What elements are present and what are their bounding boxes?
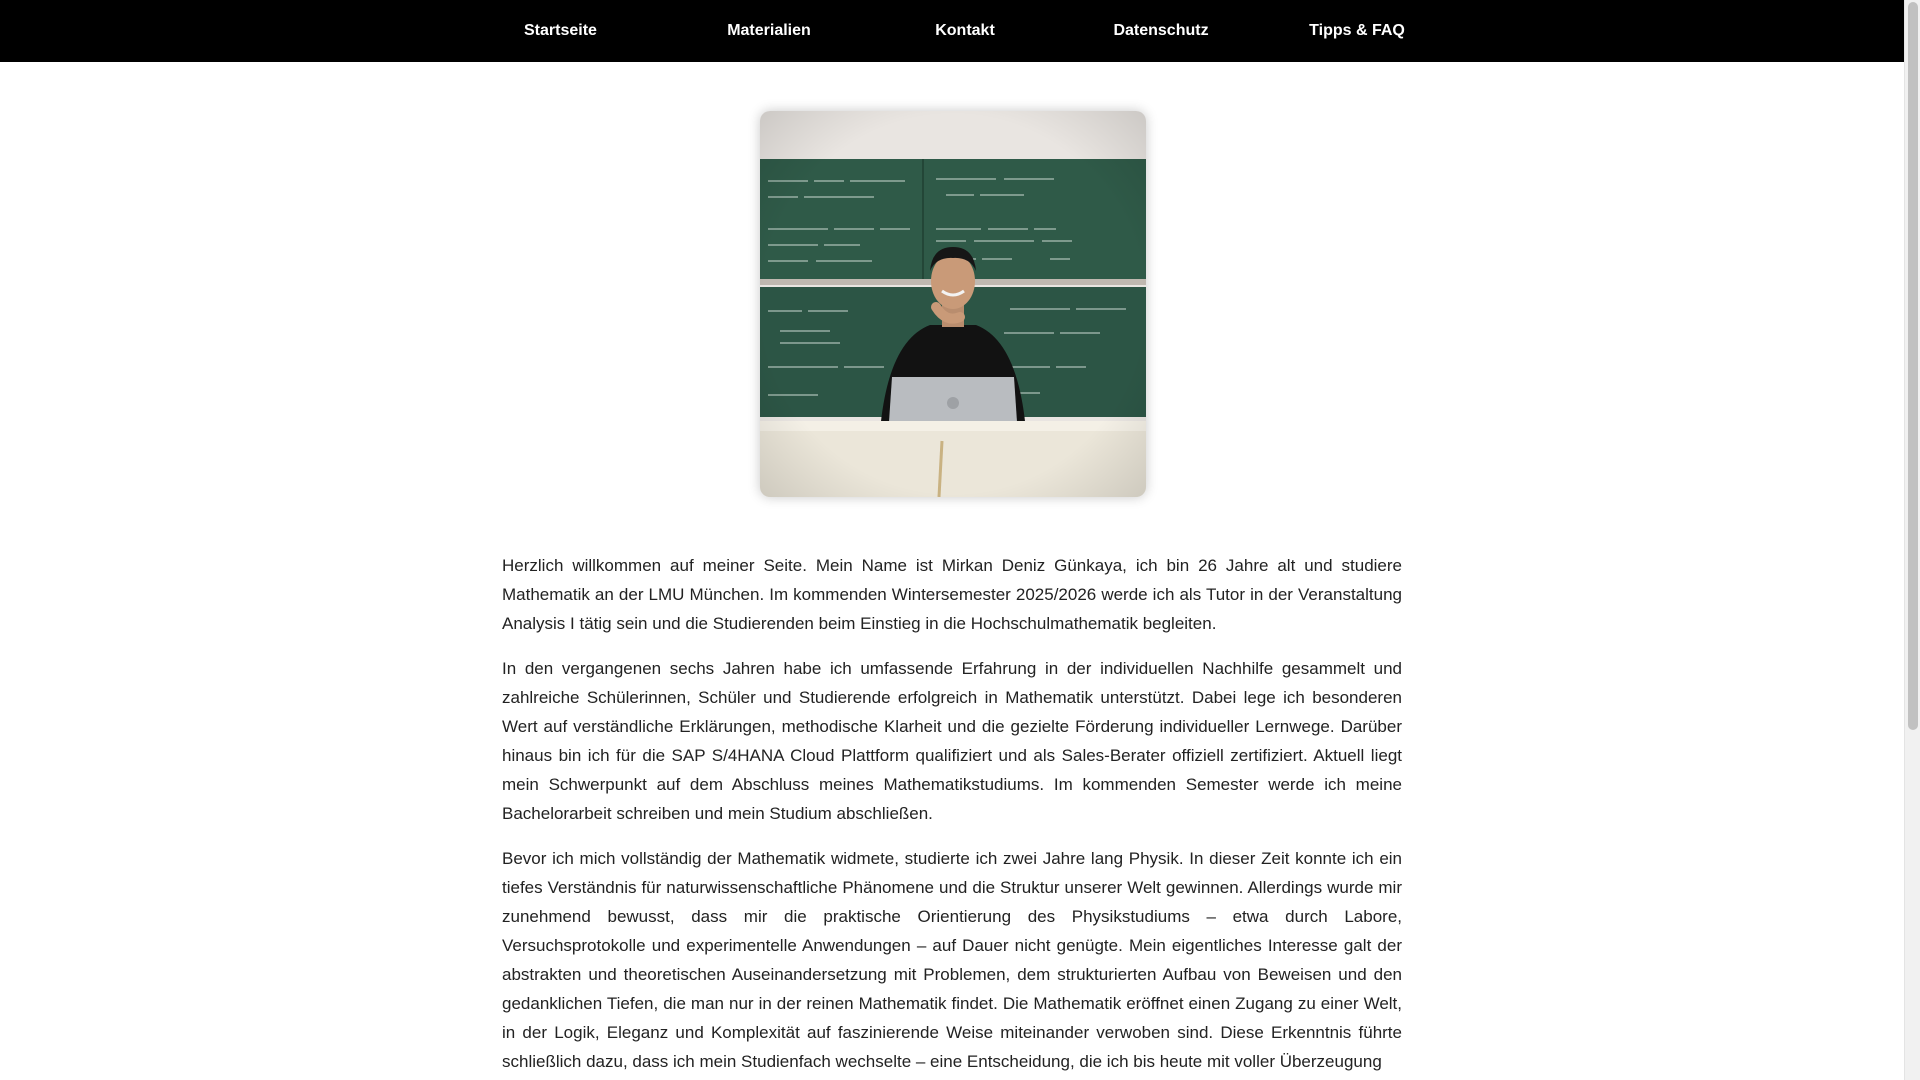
nav-link-startseite[interactable]: Startseite <box>524 22 597 39</box>
top-navigation <box>0 0 1904 62</box>
scrollbar-thumb[interactable] <box>1908 2 1918 730</box>
intro-paragraph-3: Bevor ich mich vollständig der Mathematik widmete, studierte ich zwei Jahre lang Physik. In dieser Zeit konnte ich ein tiefes Verständnis für naturwissenschaftliche Phänomene und die Struktur unserer Welt gewinnen. Allerdings wurde mir zunehmend bewusst, dass mir die praktische Orientierung des Physikstudiums – etwa durch Labore, Versuchsprotokolle und experimentelle Anwendungen – auf Dauer nicht genügte. Mein eigentliches Interesse galt der abstrakten und theoretischen Auseinandersetzung mit Problemen, dem strukturierten Aufbau von Beweisen und den gedanklichen Tiefen, die man nur in der reinen Mathematik findet. Die Mathematik eröffnet einen Zugang zu einer Welt, in der Logik, Eleganz und Komplexität auf faszinierende Weise miteinander verwoben sind. Diese Erkenntnis führte schließlich dazu, dass ich mein Studienfach wechselte – eine Entscheidung, die ich bis heute mit voller Überzeugung <box>502 849 1402 1071</box>
nav-link-datenschutz[interactable]: Datenschutz <box>1113 22 1209 39</box>
intro-content <box>502 551 1402 1080</box>
profile-photo <box>760 111 1146 497</box>
intro-paragraph-2: In den vergangenen sechs Jahren habe ich umfassende Erfahrung in der individuellen Nachhilfe gesammelt und zahlreiche Schülerinnen, Schüler und Studierende erfolgreich in Mathematik unterstützt. Dabei lege ich besonderen Wert auf verständliche Erklärungen, methodische Klarheit und die gezielte Förderung individueller Lernwege. Darüber hinaus bin ich für die SAP S/4HANA Cloud Plattform qualifiziert und als Sales-Berater offiziell zertifiziert. Aktuell liegt mein Schwerpunkt auf dem Abschluss meines Mathematikstudiums. Im kommenden Semester werde ich meine Bachelorarbeit schreiben und mein Studium abschließen. <box>502 659 1402 823</box>
photo-vignette <box>760 111 1146 497</box>
nav-link-kontakt[interactable]: Kontakt <box>935 22 995 39</box>
intro-paragraph-1: Herzlich willkommen auf meiner Seite. Mein Name ist Mirkan Deniz Günkaya, ich bin 26 Jahre alt und studiere Mathematik an der LMU München. Im kommenden Wintersemester 2025/2026 werde ich als Tutor in der Veranstaltung Analysis I tätig sein und die Studierenden beim Einstieg in die Hochschulmathematik begleiten. <box>502 556 1402 633</box>
profile-photo-illustration <box>760 111 1146 497</box>
nav-menu <box>475 0 1455 62</box>
nav-link-tipps-faq[interactable]: Tipps & FAQ <box>1309 22 1405 39</box>
nav-link-materialien[interactable]: Materialien <box>727 22 811 39</box>
vertical-scrollbar[interactable] <box>1904 0 1920 1080</box>
